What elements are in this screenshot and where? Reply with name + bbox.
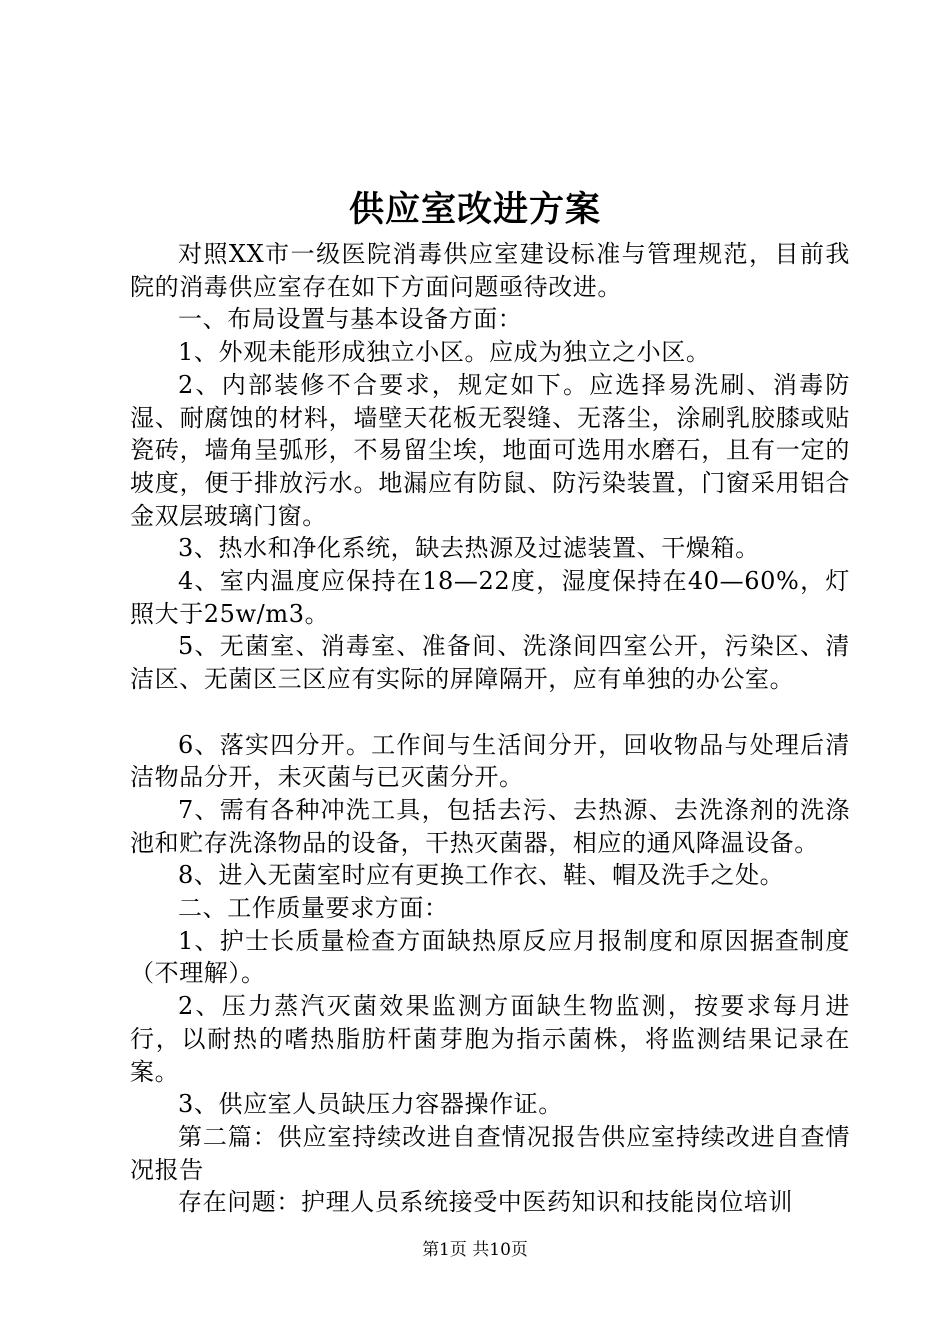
- paragraph-item-1: 1、外观未能形成独立小区。应成为独立之小区。: [178, 338, 711, 367]
- section-heading-quality: 二、工作质量要求方面：: [178, 894, 449, 923]
- paragraph-intro: 对照XX市一级医院消毒供应室建设标准与管理规范，目前我院的消毒供应室存在如下方面问题亟待改进。: [130, 240, 850, 301]
- paragraph-quality-2: 2、压力蒸汽灭菌效果监测方面缺生物监测，按要求每月进行，以耐热的嗜热脂肪杆菌芽胞为指示菌株，将监测结果记录在案。: [130, 992, 850, 1086]
- paragraph-quality-1: 1、护士长质量检查方面缺热原反应月报制度和原因据查制度（不理解）。: [130, 926, 850, 988]
- document-body: [130, 238, 850, 1219]
- paragraph-item-8: 8、进入无菌室时应有更换工作衣、鞋、帽及洗手之处。: [178, 861, 785, 890]
- paragraph-second-part-title: 第二篇：供应室持续改进自查情况报告供应室持续改进自查情况报告: [130, 1122, 850, 1184]
- paragraph-item-5: 5、无菌室、消毒室、准备间、洗涤间四室公开，污染区、清洁区、无菌区三区应有实际的屏障隔开，应有单独的办公室。: [130, 632, 850, 694]
- page-number-footer: 第1页 共10页: [422, 1240, 528, 1260]
- section-heading-layout: 一、布局设置与基本设备方面：: [178, 305, 523, 334]
- paragraph-item-3: 3、热水和净化系统，缺去热源及过滤装置、干燥箱。: [178, 534, 760, 563]
- paragraph-problems: 存在问题：护理人员系统接受中医药知识和技能岗位培训: [178, 1188, 793, 1217]
- paragraph-item-2: 2、内部装修不合要求，规定如下。应选择易洗刷、消毒防湿、耐腐蚀的材料，墙壁天花板无裂缝、无落尘，涂刷乳胶膝或贴瓷砖，墙角呈弧形，不易留尘埃，地面可选用水磨石，且有一定的坡度，便于排放污水。地漏应有防鼠、防污染装置，门窗采用铝合金双层玻璃门窗。: [130, 370, 850, 530]
- document-title: 供应室改进方案: [348, 189, 601, 230]
- blank-line: [130, 696, 850, 729]
- paragraph-item-4: 4、室内温度应保持在18—22度，湿度保持在40—60%，灯照大于25w/m3。: [130, 567, 850, 628]
- paragraph-item-7: 7、需有各种冲洗工具，包括去污、去热源、去洗涤剂的洗涤池和贮存洗涤物品的设备，干热灭菌器，相应的通风降温设备。: [130, 795, 850, 857]
- paragraph-item-6: 6、落实四分开。工作间与生活间分开，回收物品与处理后清洁物品分开，未灭菌与已灭菌分开。: [130, 730, 850, 792]
- paragraph-quality-3: 3、供应室人员缺压力容器操作证。: [178, 1090, 563, 1119]
